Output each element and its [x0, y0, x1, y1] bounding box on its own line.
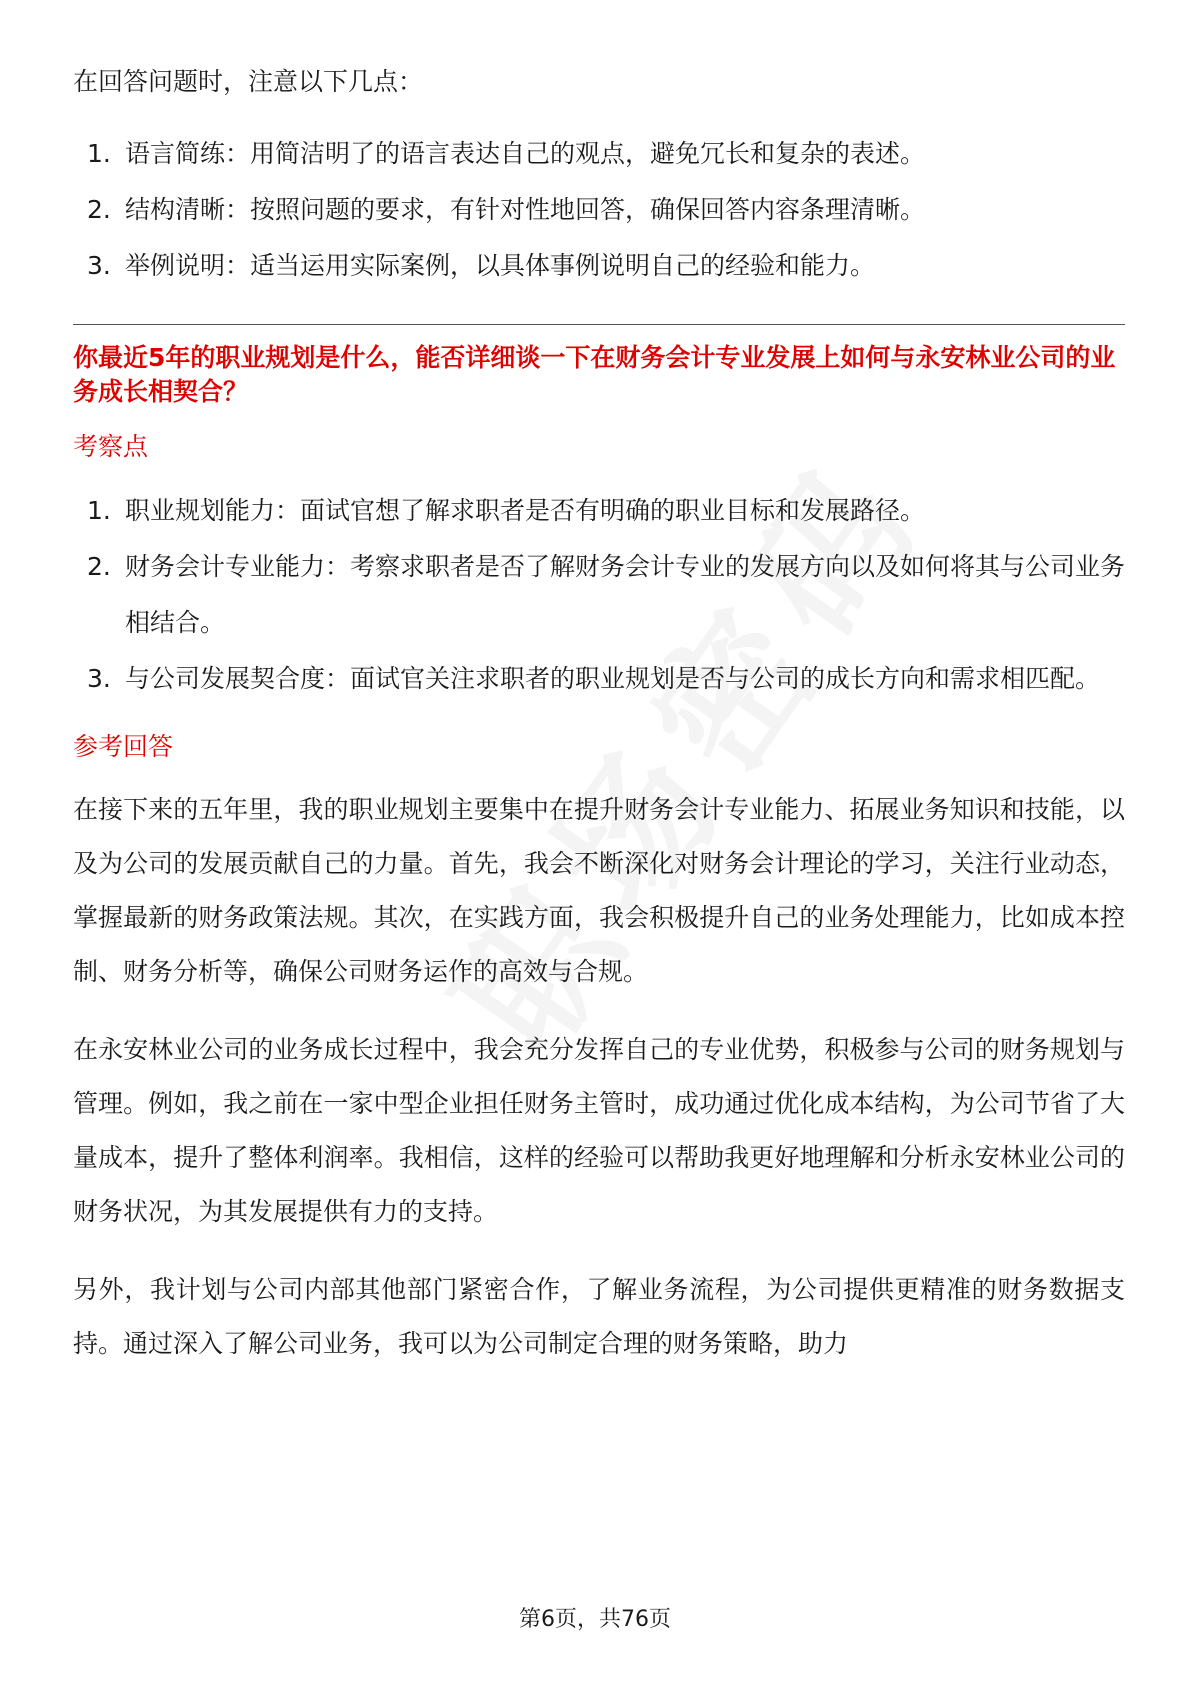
list-item [73, 238, 1125, 294]
intro-text: 在回答问题时，注意以下几点： [73, 67, 424, 96]
answer-paragraph: 在永安林业公司的业务成长过程中，我会充分发挥自己的专业优势，积极参与公司的财务规划与管理。例如，我之前在一家中型企业担任财务主管时，成功通过优化成本结构，为公司节省了大量成本，提升了整体利润率。我相信，这样的经验可以帮助我更好地理解和分析永安林业公司的财务状况，为其发展提供有力的支持。 [73, 1035, 1125, 1226]
list-item-text: 举例说明：适当运用实际案例，以具体事例说明自己的经验和能力。 [125, 251, 876, 280]
list-number: 3. [87, 251, 111, 280]
tips-list [73, 126, 1125, 294]
list-item [73, 126, 1125, 182]
answer-paragraph: 在接下来的五年里，我的职业规划主要集中在提升财务会计专业能力、拓展业务知识和技能，以及为公司的发展贡献自己的力量。首先，我会不断深化对财务会计理论的学习，关注行业动态，掌握最新的财务政策法规。其次，在实践方面，我会积极提升自己的业务处理能力，比如成本控制、财务分析等，确保公司财务运作的高效与合规。 [73, 795, 1125, 986]
list-item-text: 与公司发展契合度：面试官关注求职者的职业规划是否与公司的成长方向和需求相匹配。 [125, 664, 1101, 693]
page-number: 第6页，共76页 [519, 1607, 671, 1632]
list-item [73, 182, 1125, 238]
list-item-text: 职业规划能力：面试官想了解求职者是否有明确的职业目标和发展路径。 [125, 496, 926, 525]
answer-title: 参考回答 [73, 732, 174, 761]
list-number: 1. [87, 496, 111, 525]
assessment-title: 考察点 [73, 432, 149, 461]
list-item-text: 语言简练：用简洁明了的语言表达自己的观点，避免冗长和复杂的表述。 [125, 139, 926, 168]
list-number: 3. [87, 664, 111, 693]
list-item [73, 539, 1125, 651]
list-item-text: 财务会计专业能力：考察求职者是否了解财务会计专业的发展方向以及如何将其与公司业务相结合。 [125, 552, 1126, 637]
list-number: 2. [87, 195, 111, 224]
page-content [73, 60, 1125, 1395]
list-item [73, 651, 1125, 707]
section-divider [73, 324, 1125, 325]
list-item-text: 结构清晰：按照问题的要求，有针对性地回答，确保回答内容条理清晰。 [125, 195, 926, 224]
list-number: 2. [87, 552, 111, 581]
list-item [73, 483, 1125, 539]
answer-paragraph: 另外，我计划与公司内部其他部门紧密合作，了解业务流程，为公司提供更精准的财务数据支持。通过深入了解公司业务，我可以为公司制定合理的财务策略，助力 [73, 1275, 1125, 1358]
question-heading: 你最近5年的职业规划是什么，能否详细谈一下在财务会计专业发展上如何与永安林业公司的业务成长相契合？ [73, 343, 1116, 406]
assessment-list [73, 483, 1125, 707]
list-number: 1. [87, 139, 111, 168]
